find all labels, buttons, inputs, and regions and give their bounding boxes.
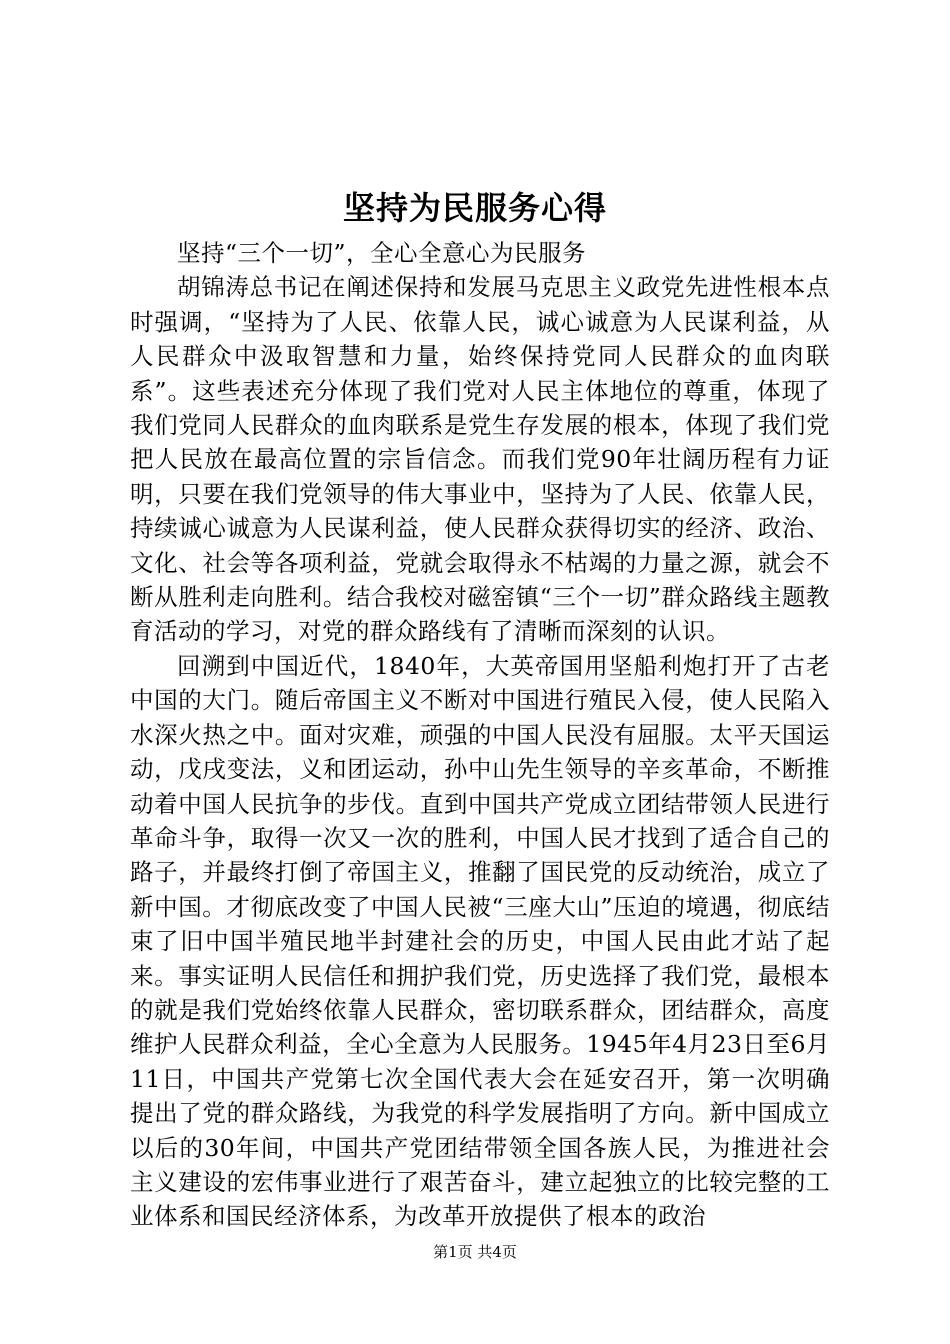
paragraph: 回溯到中国近代，1840年，大英帝国用坚船利炮打开了古老中国的大门。随后帝国主义不断对中国进行殖民入侵，使人民陷入水深火热之中。面对灾难，顽强的中国人民没有屈服。太平天国运动，戊戌变法，义和团运动，孙中山先生领导的辛亥革命，不断推动着中国人民抗争的步伐。直到中国共产党成立团结带领人民进行革命斗争，取得一次又一次的胜利，中国人民才找到了适合自己的路子，并最终打倒了帝国主义，推翻了国民党的反动统治，成立了新中国。才彻底改变了中国人民被“三座大山”压迫的境遇，彻底结束了旧中国半殖民地半封建社会的历史，中国人民由此才站了起来。事实证明人民信任和拥护我们党，历史选择了我们党，最根本的就是我们党始终依靠人民群众，密切联系群众，团结群众，高度维护人民群众利益，全心全意为人民服务。1945年4月23日至6月11日，中国共产党第七次全国代表大会在延安召开，第一次明确提出了党的群众路线，为我党的科学发展指明了方向。新中国成立以后的30年间，中国共产党团结带领全国各族人民，为推进社会主义建设的宏伟事业进行了艰苦奋斗，建立起独立的比较完整的工业体系和国民经济体系，为改革开放提供了根本的政治 [130,651,830,1231]
document-title: 坚持为民服务心得 [342,189,607,227]
document-body [130,236,830,1234]
paragraph-subtitle: 坚持“三个一切”，全心全意心为民服务 [177,239,587,267]
paragraph: 胡锦涛总书记在阐述保持和发展马克思主义政党先进性根本点时强调，“坚持为了人民、依靠人民，诚心诚意为人民谋利益，从人民群众中汲取智慧和力量，始终保持党同人民群众的血肉联系”。这些表述充分体现了我们党对人民主体地位的尊重，体现了我们党同人民群众的血肉联系是党生存发展的根本，体现了我们党把人民放在最高位置的宗旨信念。而我们党90年壮阔历程有力证明，只要在我们党领导的伟大事业中，坚持为了人民、依靠人民，持续诚心诚意为人民谋利益，使人民群众获得切实的经济、政治、文化、社会等各项利益，党就会取得永不枯竭的力量之源，就会不断从胜利走向胜利。结合我校对磁窑镇“三个一切”群众路线主题教育活动的学习，对党的群众路线有了清晰而深刻的认识。 [130,273,830,646]
page-number-footer: 第1页 共4页 [433,1243,517,1261]
